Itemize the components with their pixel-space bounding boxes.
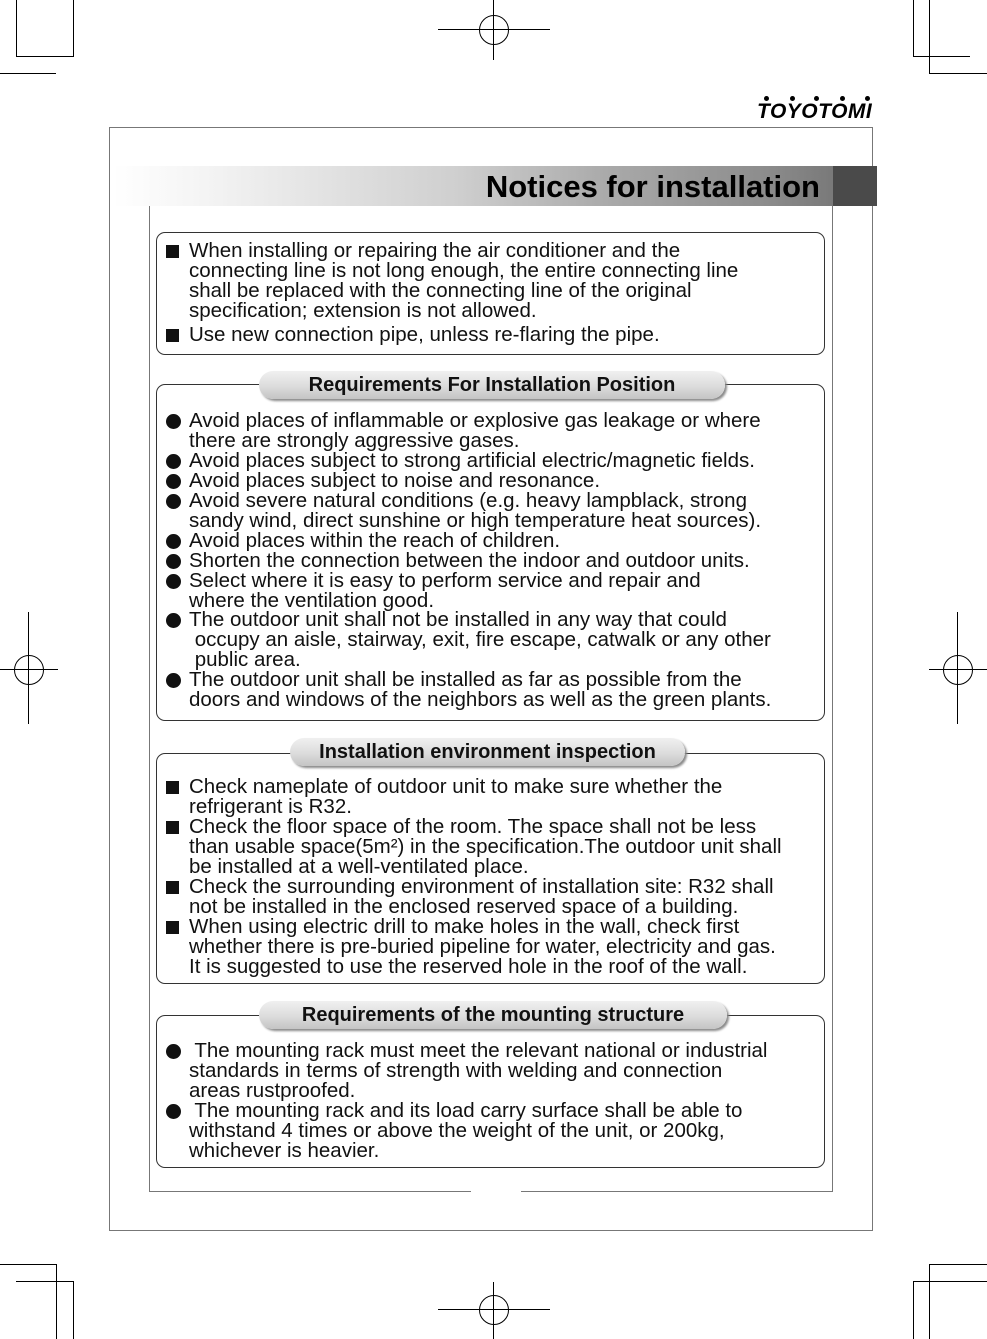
text-line: not be installed in the enclosed reserved space of a building.	[189, 895, 739, 918]
square-bullet-icon	[166, 917, 179, 938]
text-line: When using electric drill to make holes in the wall, check first	[189, 915, 740, 938]
text-line: sandy wind, direct sunshine or high temperature heat sources).	[189, 509, 762, 532]
text-line: whichever is heavier.	[189, 1139, 380, 1162]
section-heading-position: Requirements For Installation Position	[259, 371, 725, 399]
text-line: areas rustproofed.	[189, 1079, 356, 1102]
brand-name: TOYOTOMI	[757, 100, 873, 123]
text-line: Select where it is easy to perform service and repair and	[189, 569, 701, 592]
text-line: withstand 4 times or above the weight of the unit, or 200kg,	[189, 1119, 725, 1142]
text-line: refrigerant is R32.	[189, 795, 352, 818]
inner-frame-bottom-right	[521, 1191, 832, 1192]
text-line: standards in terms of strength with welding and connection	[189, 1059, 723, 1082]
circle-bullet-icon	[166, 610, 181, 632]
text-line: Avoid places subject to strong artificial electric/magnetic fields.	[189, 449, 755, 472]
text-line: Shorten the connection between the indoor and outdoor units.	[189, 549, 750, 572]
text-line: doors and windows of the neighbors as well as the green plants.	[189, 688, 772, 711]
text-line: The mounting rack must meet the relevant national or industrial	[189, 1039, 768, 1062]
circle-bullet-icon	[166, 471, 181, 493]
text-line: be installed at a well-ventilated place.	[189, 855, 529, 878]
text-line: The outdoor unit shall be installed as far as possible from the	[189, 668, 742, 691]
square-bullet-icon	[166, 241, 179, 262]
circle-bullet-icon	[166, 411, 181, 433]
circle-bullet-icon	[166, 531, 181, 553]
title-bar	[113, 166, 877, 206]
page-title: Notices for installation	[485, 169, 820, 204]
section-heading-mounting: Requirements of the mounting structure	[259, 1001, 727, 1029]
section-heading-environment: Installation environment inspection	[290, 738, 685, 766]
text-line: specification; extension is not allowed.	[189, 299, 537, 322]
circle-bullet-icon	[166, 551, 181, 573]
text-line: than usable space(5m²) in the specification.The outdoor unit shall	[189, 835, 782, 858]
square-bullet-icon	[166, 877, 179, 898]
square-bullet-icon	[166, 777, 179, 798]
text-line: shall be replaced with the connecting line of the original	[189, 279, 692, 302]
text-line: Check the surrounding environment of installation site: R32 shall	[189, 875, 774, 898]
text-line: Avoid places within the reach of children.	[189, 529, 561, 552]
brand-logo	[757, 96, 877, 124]
text-line: there are strongly aggressive gases.	[189, 429, 520, 452]
text-line: Avoid severe natural conditions (e.g. heavy lampblack, strong	[189, 489, 747, 512]
text-line: Avoid places of inflammable or explosive gas leakage or where	[189, 409, 761, 432]
inner-frame-bottom-left	[149, 1191, 471, 1192]
title-bar-end-block	[833, 166, 877, 206]
text-line: occupy an aisle, stairway, exit, fire escape, catwalk or any other	[189, 628, 771, 651]
text-line: The mounting rack and its load carry surface shall be able to	[189, 1099, 743, 1122]
text-line: It is suggested to use the reserved hole in the roof of the wall.	[189, 955, 748, 978]
text-line: Use new connection pipe, unless re-flaring the pipe.	[189, 323, 660, 346]
circle-bullet-icon	[166, 1041, 181, 1063]
text-line: connecting line is not long enough, the entire connecting line	[189, 259, 739, 282]
square-bullet-icon	[166, 325, 179, 346]
circle-bullet-icon	[166, 1101, 181, 1123]
text-line: where the ventilation good.	[189, 589, 435, 612]
circle-bullet-icon	[166, 571, 181, 593]
circle-bullet-icon	[166, 451, 181, 473]
circle-bullet-icon	[166, 670, 181, 692]
text-line: Check nameplate of outdoor unit to make sure whether the	[189, 775, 723, 798]
text-line: The outdoor unit shall not be installed in any way that could	[189, 608, 727, 631]
circle-bullet-icon	[166, 491, 181, 513]
text-line: whether there is pre-buried pipeline for water, electricity and gas.	[189, 935, 776, 958]
text-line: Check the floor space of the room. The space shall not be less	[189, 815, 757, 838]
text-line: When installing or repairing the air conditioner and the	[189, 239, 681, 262]
text-line: public area.	[189, 648, 301, 671]
square-bullet-icon	[166, 817, 179, 838]
text-line: Avoid places subject to noise and resonance.	[189, 469, 601, 492]
